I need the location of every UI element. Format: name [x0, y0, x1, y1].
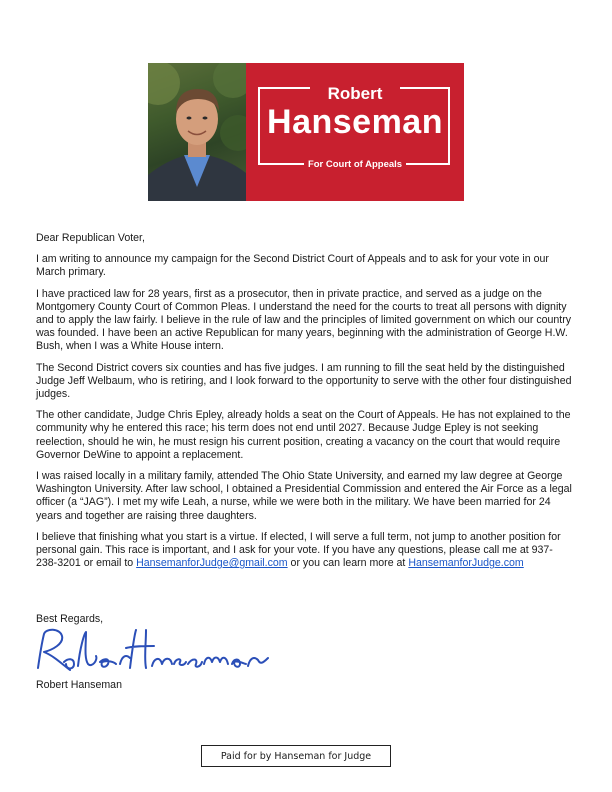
- campaign-tagline: [246, 159, 464, 171]
- candidate-last-name: Hanseman: [267, 103, 443, 141]
- name-panel: [246, 63, 464, 201]
- salutation: Dear Republican Voter,: [36, 232, 145, 244]
- letter-body: [36, 232, 572, 578]
- handwritten-signature: [34, 624, 274, 681]
- tagline-text: For Court of Appeals: [304, 159, 406, 170]
- website-link[interactable]: HansemanforJudge.com: [408, 557, 524, 570]
- paragraph-closing-appeal: [36, 531, 572, 571]
- candidate-first-name: Robert: [310, 85, 400, 102]
- campaign-banner: [148, 63, 464, 201]
- closing-line: Best Regards,: [36, 613, 104, 625]
- paragraph-district: The Second District covers six counties and has five judges. I am running to fill the seat held by the distinguished Judge Jeff Welbaum, who is retiring, and I look forward to the opportunity to serve with the other four distinguished judges.: [36, 361, 572, 401]
- candidate-photo: [148, 63, 246, 201]
- closing-appeal-middle: or you can learn more at: [287, 557, 409, 570]
- paid-for-disclaimer: Paid for by Hanseman for Judge: [201, 745, 391, 767]
- signed-name: Robert Hanseman: [36, 679, 122, 691]
- paragraph-background: I was raised locally in a military family, attended The Ohio State University, and earned my law degree at George Washington University. After law school, I obtained a Presidential Commission and entered the Air Force as a legal officer (a “JAG”). I met my wife Leah, a nurse, while we were both in the military. We have been married for 24 years and together are raising three daughters.: [36, 470, 572, 522]
- paragraph-experience: I have practiced law for 28 years, first as a prosecutor, then in private practice, and served as a judge on the Montgomery County Court of Common Pleas. I understand the need for the courts to treat all persons with dignity and to apply the law fairly. I believe in the rule of law and the principles of limited government on which our country was founded. I have been an active Republican for many years, beginning with the administration of George H.W. Bush, when I was a White House intern.: [36, 287, 572, 353]
- email-link[interactable]: HansemanforJudge@gmail.com: [136, 557, 288, 570]
- paragraph-opponent: The other candidate, Judge Chris Epley, already holds a seat on the Court of Appeals. He has not explained to the community why he entered this race; his term does not end until 2027. Because Judge Epley is not seeking reelection, should he win, he must resign his current position, creating a vacancy on the court that would require Governor DeWine to appoint a replacement.: [36, 409, 571, 461]
- closing-appeal-text: I believe that finishing what you start is a virtue. If elected, I will serve a full term, not jump to another position for personal gain. This race is important, and I ask for your vote. If you have any questions, please call me at 937-238-3201 or email to: [36, 530, 561, 570]
- paragraph-announcement: I am writing to announce my campaign for the Second District Court of Appeals and to ask for your vote in our March primary.: [36, 253, 549, 279]
